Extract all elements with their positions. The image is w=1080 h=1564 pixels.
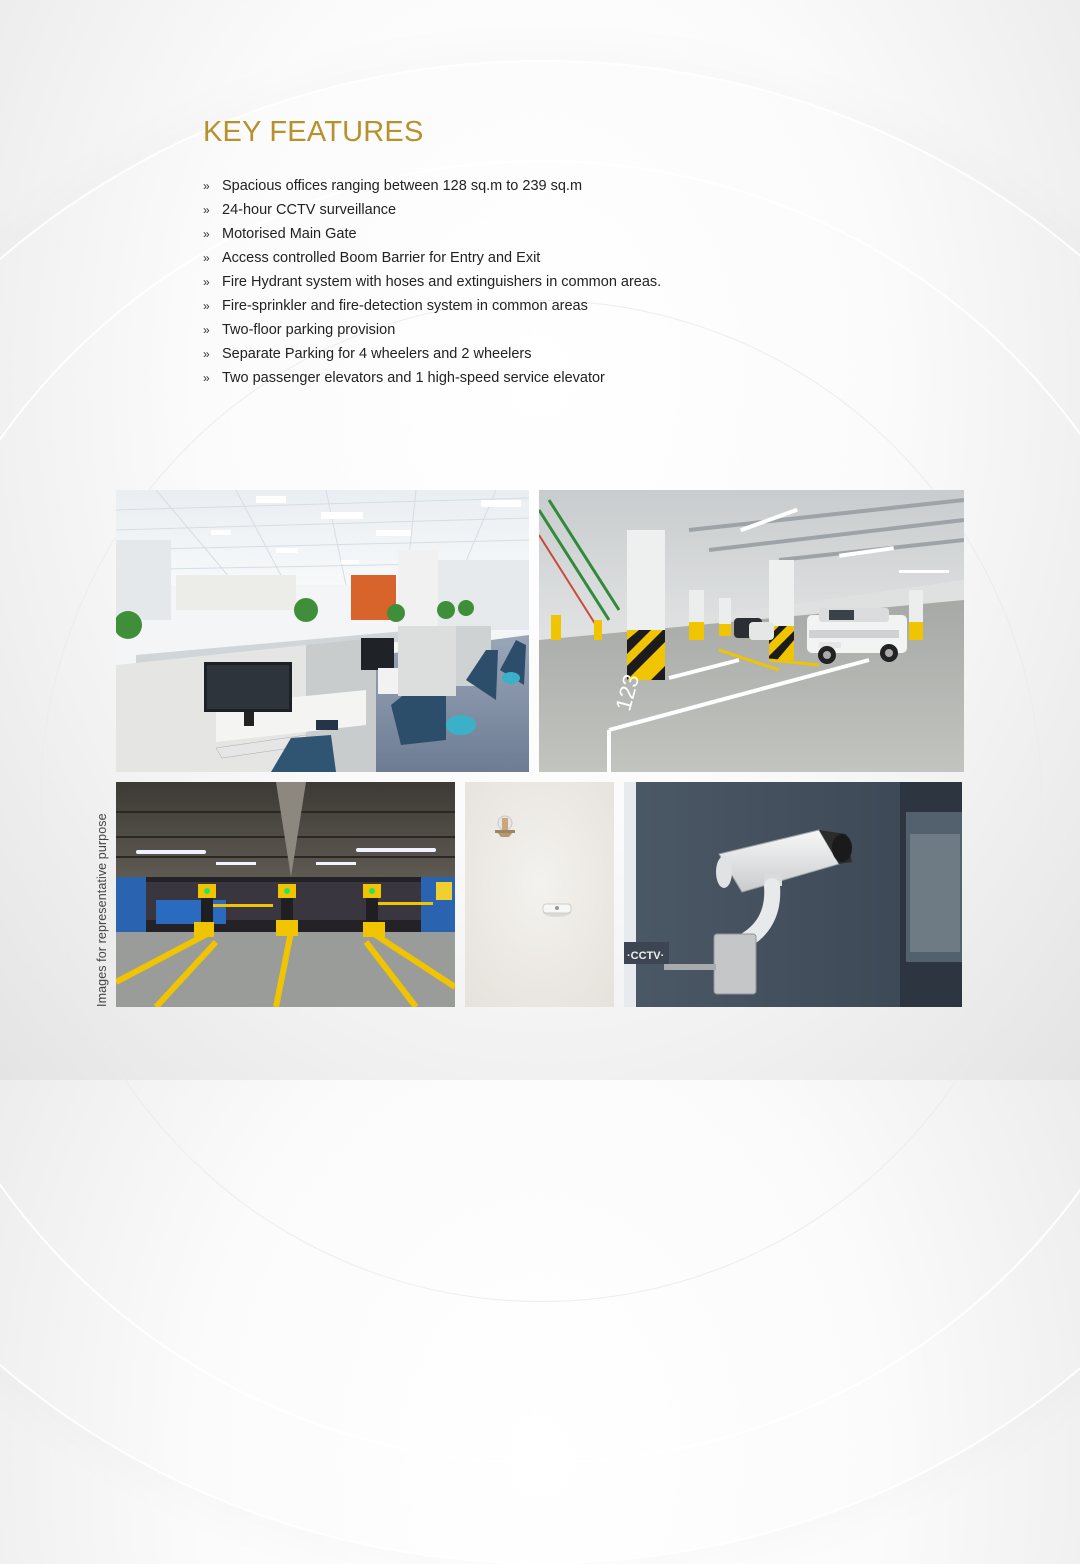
boom-barrier-photo <box>116 782 455 1007</box>
feature-item <box>203 294 661 318</box>
feature-text: Fire Hydrant system with hoses and extinguishers in common areas. <box>222 274 662 290</box>
cctv-label: ·CCTV· <box>627 950 665 962</box>
bullet-icon: » <box>203 371 210 385</box>
feature-text: Access controlled Boom Barrier for Entry and Exit <box>222 250 541 266</box>
cctv-camera-photo <box>624 782 962 1007</box>
bullet-icon: » <box>203 251 210 265</box>
bullet-icon: » <box>203 203 210 217</box>
sprinkler-detector-photo <box>465 782 614 1007</box>
page-title: KEY FEATURES <box>203 116 424 148</box>
feature-text: Separate Parking for 4 wheelers and 2 wheelers <box>222 346 532 362</box>
bullet-icon: » <box>203 275 210 289</box>
feature-text: Motorised Main Gate <box>222 226 357 242</box>
feature-item <box>203 174 661 198</box>
image-disclaimer: Images for representative purpose <box>95 813 109 1007</box>
bullet-icon: » <box>203 299 210 313</box>
feature-text: Spacious offices ranging between 128 sq.m to 239 sq.m <box>222 178 583 194</box>
feature-item <box>203 222 661 246</box>
feature-item <box>203 342 661 366</box>
bullet-icon: » <box>203 227 210 241</box>
feature-item <box>203 318 661 342</box>
feature-item <box>203 198 661 222</box>
feature-item <box>203 270 661 294</box>
bullet-icon: » <box>203 179 210 193</box>
feature-text: Two passenger elevators and 1 high-speed service elevator <box>222 370 605 386</box>
feature-text: Two-floor parking provision <box>222 322 396 338</box>
parking-floor-marking: 123 <box>610 671 645 714</box>
parking-photo <box>539 490 964 772</box>
feature-item <box>203 246 661 270</box>
feature-list <box>203 174 661 390</box>
bullet-icon: » <box>203 323 210 337</box>
feature-text: Fire-sprinkler and fire-detection system in common areas <box>222 298 588 314</box>
office-photo <box>116 490 529 772</box>
feature-item <box>203 366 661 390</box>
feature-text: 24-hour CCTV surveillance <box>222 202 397 218</box>
bullet-icon: » <box>203 347 210 361</box>
